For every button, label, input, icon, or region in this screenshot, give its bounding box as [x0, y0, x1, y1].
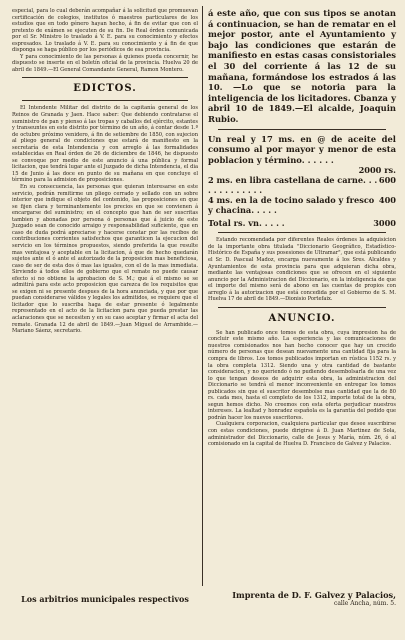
price-row-2 — [208, 175, 396, 195]
section-divider-2 — [22, 100, 188, 101]
printer-address: calle Ancha, núm. 5. — [333, 600, 396, 607]
middle-text: Estando recomendada por diferentes Reales órdenes la adquisicion de la importante obra titulada "Diccionario Geográfico, Estadístico-Histórico de España y sus posesiones de Ultramar", que está publicando el Sr. D. Pascual Madoz, encarga nuevamente á los Sres. Alcaldes y Ayuntamientos de esta provincia para que adquieran dicha obra, mediante las ventajosas condiciones que se ofrecen en el siguiente anuncio por la Administracion del Diccionario, en la inteligencia de que el importe del mismo será de abono en las cuentas de propios con arreglo á la autorizacion que está concedida por el Gobierno de S. M. Huelva 17 de abril de 1849.—Dionisio Portefaix. — [208, 237, 396, 303]
price-3-label: 4 ms. en la de tocino salado y fresco y chacina. . . . . — [208, 195, 375, 216]
left-footer: Los arbitrios municipales respectivos — [21, 594, 189, 604]
price-2-label: 2 ms. en libra castellana de carne. . . . . . . . . . . . . — [208, 175, 378, 196]
price-divider — [218, 129, 386, 130]
top-paragraph-2: Y para conocimiento de las personas á quienes pueda concernir, he dispuesto se inserte en el boletín oficial de la provincia. Huelva 20 de abril de 1849.—El General Comandante General, Ramon Montero. — [12, 53, 198, 73]
price-3: 400 — [378, 195, 396, 206]
price-2: 600 — [378, 175, 396, 186]
top-text: á este año, que con sus tipos se anotan á continuacion, se han de rematar en el mejor postor, ante el Ayuntamiento y bajo las condiciones que estarán de manifiesto en estas casas consistoriales el 30 del corriente á las 12 de su mañana, formándose los estrados á las 10. —Lo que se notoria para la inteligencia de los licitadores. Cbanza y abril 10 de 1849.—El alcalde, Joaquin Rubio. — [208, 8, 396, 124]
edictos-heading: EDICTOS. — [73, 83, 137, 95]
column-divider — [202, 6, 203, 586]
middle-divider — [218, 232, 386, 233]
price-row-3 — [208, 195, 396, 215]
anuncio-text-2: Cualquiera corporacion, cualquiera particular que desee suscribirse con estas condiciones, puede dirigirse á D. Juan Martinez de Sola, administrador del Diccionario, calle de Jesus y María, núm. 26, ó al comisionado en la capital de Huelva D. Francisco de Galvez y Palacios. — [208, 421, 396, 448]
total-row — [208, 218, 396, 228]
price-1: 2000 rs. — [358, 165, 396, 176]
price-row-1 — [208, 165, 396, 175]
section-divider — [22, 77, 188, 78]
right-column — [208, 8, 396, 448]
right-footer — [208, 590, 396, 608]
anuncio-heading: ANUNCIO. — [268, 312, 336, 324]
anuncio-divider — [218, 307, 386, 308]
edictos-text: El Intendente Militar del distrito de la capitanía general de los Reinos de Granada y Jaen. Hace saber: Que debiendo contratarse el suministro de pan y pienso á las tropas y caballos del ejército, estantes y transeuntes en este distrito por término de un año, á contar desde 1.º de octubre próximo venidero, á fin de setiembre de 1850, con sujecion al pliego general de condiciones que estará de manifiesto en la secretaría de esta Intendencia y con arreglo á las formalidades establecidas en Real órden de 26 de diciembre de 1846, he dispuesto se convoque por medio de este anuncio á una pública y formal licitacion, que tendrá lugar ante el Juzgado de dicha Intendencia, el dia 15 de Junio á las doce en punto de su mañana en que concluye el término para la admision de proposiciones. — [12, 105, 198, 184]
total-label: Total rs. vn. . . . . — [208, 218, 285, 229]
top-paragraph: especial, para lo cual deberán acompañar á la solicitud que promuevan certificación de colegios, institutos ó maestros particulares de los estudios que en todo género hayan hecho, á fin de evitar que con el pretexto de exámen se ejecuten de su fin. De Real órden comunicada por el Sr. Ministro lo traslado á V. E. para su conocimiento y efectos espresados. Lo traslado á V. E. para su conocimiento y á fin de que disponga se haga público por los periódicos de esa provincia. — [12, 8, 198, 54]
printer-imprint: Imprenta de D. F. Galvez y Palacios, — [232, 590, 396, 600]
left-column — [12, 8, 198, 335]
total-value: 3000 — [373, 218, 396, 229]
anuncio-text: Se han publicado once tomos de esta obra, cuya impresion ha de concluir este mismo año. La esperiencia y las comunicaciones de nuestros comisionados nos han hecho conocer que hay un crecido número de personas que desean nuevamente una cantidad fija para la compra de libros. Los tomos publicados importan en rústica 1152 rs. y la obra completa 1312. Siendo una y otra cantidad de bastante consideracion, y no queriendo ó no pudiendo desembolsarla de una vez lo que tengan deseos de adquirir esta obra, la administracion del Diccionario se tendrá el menor inconveniente en entregar los tomos publicados sin que el suscritor desembolse mas cantidad que la de 80 rs. cada mes, hasta el completo de los 1312, importe total de la obra, segun hemos dicho. No creemos con esta oferta perjudicar nuestros intereses. La lealtad y honradez española es la garantía del pedido que podrán hacer los nuevos suscritores. — [208, 329, 396, 421]
edictos-text-2: En su consecuencia, las personas que quieran interesarse en este servicio, podrán remitirme un pliego cerrado y sellado con un sobre interior que indique el objeto del contenido, las proposiciones en que se fijen clara y terminantemente los precios en que se convienen á encargarse del suministro; en el concepto que han de ser suscritas tambien y abonadas por persona ó personas que á juicio de este Juzgado sean de conocido arraigo y responsabilidad suficiente, que en caso de duda podrá apreciarse y hacerse constar por las recibos de contribuciones corrientes satisfechos que garanticen la ejecucion del servicio en los términos propuestos, siendo preferida la que resulte mas ventajosa y aceptable en la licitacion, á que de hecho quedarán sujetos ante el ó ante el autorizado de la proposicion mas beneficiosa, caso de ser de esta dos ó mas las iguales, con el de la mas inmediata. Sirviendo á todos ellos de gobierno que el remate no puede causar efecto si no obtiene la aprobacion de S. M.; que á el mismo se se admitirá para este acto proposicion que carezca de los requisitos que se exigen ni se presente despues de la hora anunciada, y que por que puedan considerarse válidos y legales los admitidos, se requiere que el licitador que lo suscriba haga de estar presente ó legalmente representado en el acto de la licitacion para que pueda prestar las aclaraciones que se necesiten y en su caso aceptar y firmar el acta del remate. Granada 12 de abril de 1849.—Juan Miguel de Arrambide.—Mariano Sáenz, secretario. — [12, 184, 198, 335]
price-intro: Un real y 17 ms. en @ de aceite del consumo al por mayor y menor de esta poblacion y término. . . . . . — [208, 133, 396, 165]
